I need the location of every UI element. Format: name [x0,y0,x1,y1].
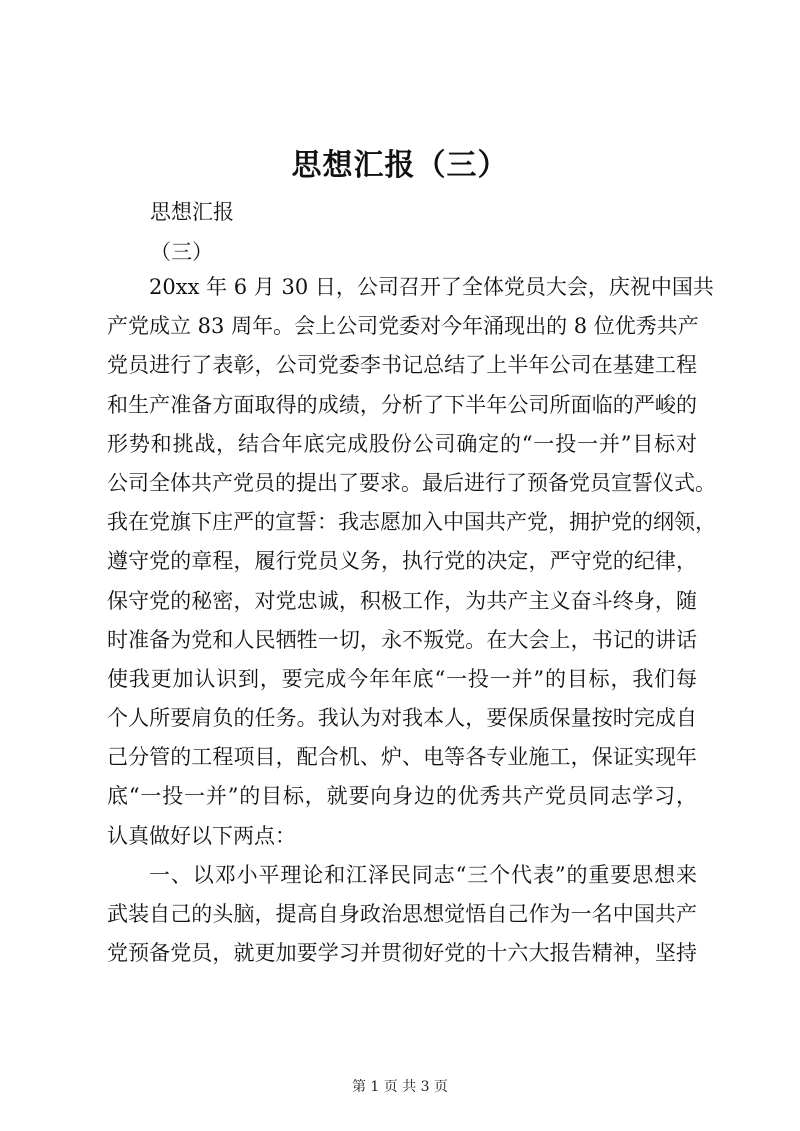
paragraph-line: 党预备党员，就更加要学习并贯彻好党的十六大报告精神，坚持 [107,941,697,966]
paragraph-line: 和生产准备方面取得的成绩，分析了下半年公司所面临的严峻的 [107,392,697,417]
paragraph-line: 时准备为党和人民牺牲一切，永不叛党。在大会上，书记的讲话 [107,627,697,652]
paragraph-2 [107,856,697,974]
paragraph-line: 己分管的工程项目，配合机、炉、电等各专业施工，保证实现年 [107,745,697,770]
paragraph-line: 认真做好以下两点： [107,823,296,848]
paragraph-line: 形势和挑战，结合年底完成股份公司确定的“一投一并”目标对 [107,431,697,456]
paragraph-line: 个人所要肩负的任务。我认为对我本人，要保质保量按时完成自 [107,706,697,731]
paragraph-line: 遵守党的章程，履行党员义务，执行党的决定，严守党的纪律， [107,549,697,574]
subheading-number: （三） [150,240,213,264]
page-footer: 第 1 页 共 3 页 [351,1079,449,1095]
paragraph-line: 公司全体共产党员的提出了要求。最后进行了预备党员宣誓仪式。 [107,470,716,495]
paragraph-line: 20xx 年 6 月 30 日，公司召开了全体党员大会，庆祝中国共 [149,275,714,299]
paragraph-line: 党员进行了表彰，公司党委李书记总结了上半年公司在基建工程 [107,353,697,378]
paragraph-line: 一、以邓小平理论和江泽民同志“三个代表”的重要思想来 [149,863,697,887]
paragraph-line: 使我更加认识到，要完成今年年底“一投一并”的目标，我们每 [107,666,697,691]
document-title: 思想汇报（三） [291,148,509,183]
paragraph-line: 保守党的秘密，对党忠诚，积极工作，为共产主义奋斗终身，随 [107,588,697,613]
subheading: 思想汇报 [150,200,234,224]
paragraph-line: 我在党旗下庄严的宣誓：我志愿加入中国共产党，拥护党的纲领， [107,510,716,535]
paragraph-line: 产党成立 83 周年。会上公司党委对今年涌现出的 8 位优秀共产 [107,314,699,339]
paragraph-1 [107,268,716,856]
paragraph-line: 底“一投一并”的目标，就要向身边的优秀共产党员同志学习， [107,784,697,809]
paragraph-line: 武装自己的头脑，提高自身政治思想觉悟自己作为一名中国共产 [107,902,697,927]
